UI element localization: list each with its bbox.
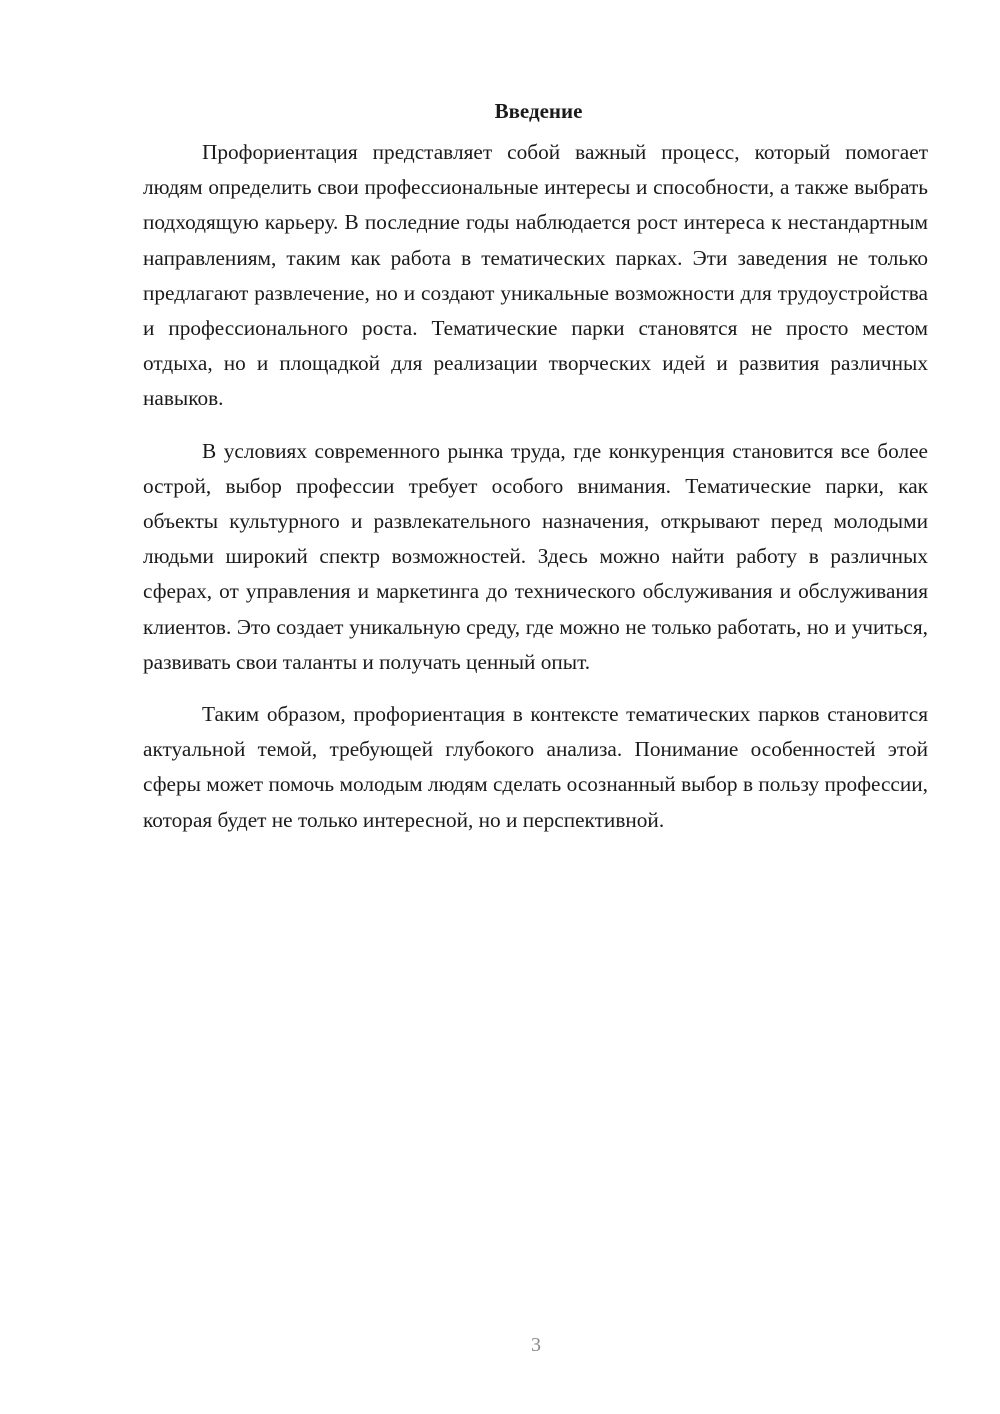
page-number: 3: [531, 1334, 541, 1356]
paragraph-2: В условиях современного рынка труда, где конкуренция становится все более острой, выбор профессии требует особого внимания. Тематические парки, как объекты культурного и развлекательного назначения, открывают перед молодыми людьми широкий спектр возможностей. Здесь можно найти работу в различных сферах, от управления и маркетинга до технического обслуживания и обслуживания клиентов. Это создает уникальную среду, где можно не только работать, но и учиться, развивать свои таланты и получать ценный опыт.: [143, 438, 928, 674]
paragraph-1: Профориентация представляет собой важный процесс, который помогает людям определить свои профессиональные интересы и способности, а также выбрать подходящую карьеру. В последние годы наблюдается рост интереса к нестандартным направлениям, таким как работа в тематических парках. Эти заведения не только предлагают развлечение, но и создают уникальные возможности для трудоустройства и профессионального роста. Тематические парки становятся не просто местом отдыха, но и площадкой для реализации творческих идей и развития различных навыков.: [143, 140, 928, 411]
section-title: Введение: [494, 99, 583, 123]
paragraph-3: Таким образом, профориентация в контексте тематических парков становится актуальной темой, требующей глубокого анализа. Понимание особенностей этой сферы может помочь молодым людям сделать осознанный выбор в пользу профессии, которая будет не только интересной, но и перспективной.: [143, 702, 928, 832]
body-text: [143, 135, 928, 838]
